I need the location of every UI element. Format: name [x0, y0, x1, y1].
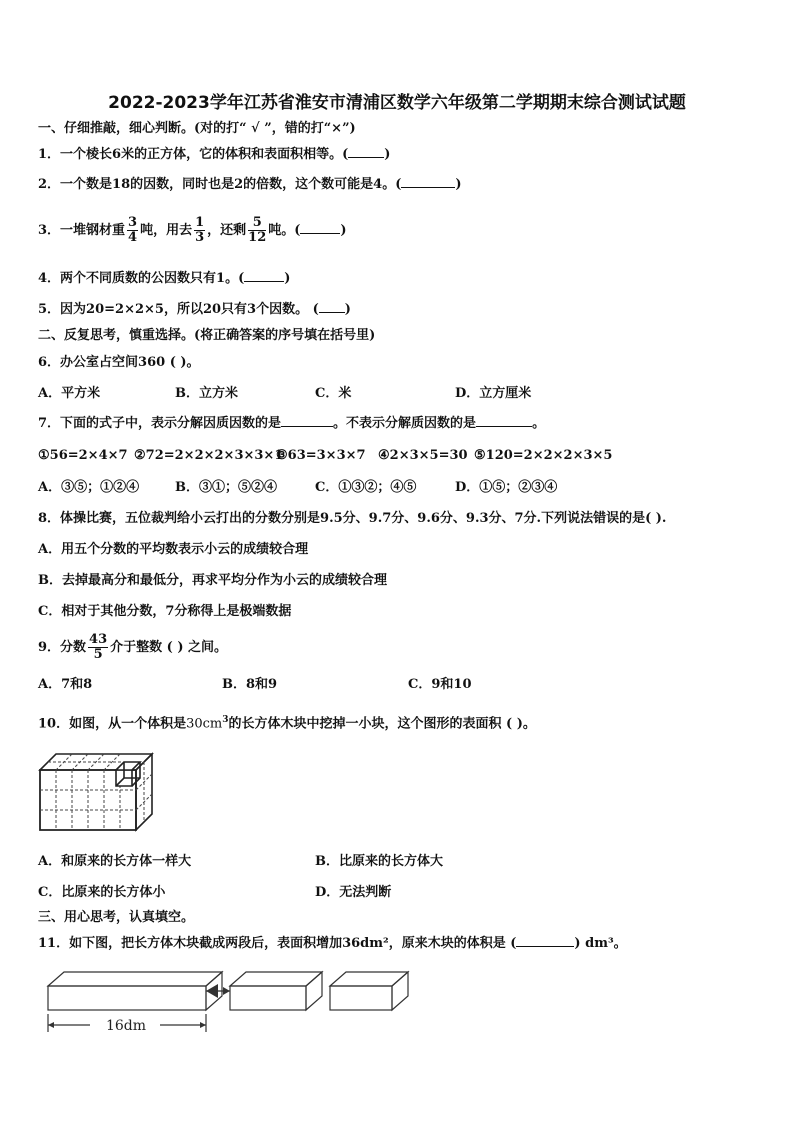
question-11-text-c: ) dm³。 — [574, 936, 627, 951]
volume-value: 30cm — [186, 716, 223, 732]
question-8: 8．体操比赛，五位裁判给小云打出的分数分别是9.5分、9.7分、9.6分、9.3分、7分.下列说法错误的是( ). — [38, 511, 667, 526]
answer-blank[interactable] — [300, 233, 340, 234]
close-paren: ) — [340, 223, 347, 238]
question-10 — [38, 712, 536, 732]
question-8-option-b[interactable]: B．去掉最高分和最低分，再求平均分作为小云的成绩较合理 — [38, 573, 387, 588]
area-increase-value: 36dm² — [342, 936, 389, 951]
question-7-text-c: 。 — [532, 416, 546, 431]
question-3-text-a: 3．一堆钢材重 — [38, 223, 126, 238]
question-6-option-c[interactable]: C．米 — [315, 386, 352, 401]
question-10-option-d[interactable]: D．无法判断 — [315, 885, 392, 900]
question-7-text-a: 7．下面的式子中，表示分解因质因数的是 — [38, 416, 282, 431]
question-7-item: ①56=2×4×7 — [38, 448, 128, 463]
question-7-option-d[interactable]: D．①⑤；②③④ — [455, 480, 558, 495]
cuboid-cut-figure — [42, 966, 414, 1038]
question-7-item: ③63=3×3×7 — [276, 448, 366, 463]
question-4 — [38, 271, 290, 287]
question-1 — [38, 147, 390, 163]
question-10-text-a: 10．如图，从一个体积是 — [38, 716, 187, 732]
question-9-option-a[interactable]: A．7和8 — [38, 677, 93, 692]
question-9 — [38, 629, 227, 667]
page-title: 2022-2023学年江苏省淮安市清浦区数学六年级第二学期期末综合测试试题 — [108, 93, 686, 113]
question-7-text-b: 。不表示分解质因数的是 — [333, 416, 477, 431]
close-paren: ) — [384, 147, 391, 162]
answer-blank[interactable] — [516, 946, 574, 947]
question-8-option-a[interactable]: A．用五个分数的平均数表示小云的成绩较合理 — [38, 542, 309, 557]
question-10-text-b: 的长方体木块中挖掉一小块，这个图形的表面积 ( )。 — [228, 716, 536, 732]
question-9-option-c[interactable]: C．9和10 — [408, 677, 472, 692]
question-6-option-a[interactable]: A．平方米 — [38, 386, 101, 401]
answer-blank[interactable] — [401, 187, 455, 188]
question-5 — [38, 302, 351, 318]
question-9-text-b: 介于整数 ( ) 之间。 — [110, 640, 228, 655]
section-3-heading: 三、用心思考，认真填空。 — [38, 910, 195, 925]
fraction-5-12: $\frac{5}{12}$ — [248, 215, 267, 245]
answer-blank[interactable] — [281, 426, 333, 427]
fraction-3-4: $\frac{3}{4}$ — [128, 215, 138, 245]
question-6-option-d[interactable]: D．立方厘米 — [455, 386, 532, 401]
volume-exponent: 3 — [222, 715, 229, 725]
question-9-text-a: 9．分数 — [38, 640, 87, 655]
question-7 — [38, 416, 545, 432]
question-1-text: 1．一个棱长6米的正方体，它的体积和表面积相等。( — [38, 147, 349, 162]
question-11-text-b: ，原来木块的体积是 ( — [388, 936, 517, 951]
question-11 — [38, 936, 627, 952]
question-7-option-c[interactable]: C．①③②；④⑤ — [315, 480, 417, 495]
question-2-text: 2．一个数是18的因数，同时也是2的倍数，这个数可能是4。( — [38, 177, 402, 192]
question-10-option-a[interactable]: A．和原来的长方体一样大 — [38, 854, 192, 869]
question-3-text-c: ，还剩 — [207, 223, 247, 238]
question-4-text: 4．两个不同质数的公因数只有1。( — [38, 271, 245, 286]
answer-blank[interactable] — [476, 426, 532, 427]
question-6-option-b[interactable]: B．立方米 — [175, 386, 238, 401]
answer-blank[interactable] — [244, 281, 284, 282]
question-10-option-b[interactable]: B．比原来的长方体大 — [315, 854, 443, 869]
close-paren: ) — [455, 177, 462, 192]
question-7-item: ⑤120=2×2×2×3×5 — [474, 448, 613, 463]
section-1-heading: 一、仔细推敲，细心判断。(对的打“ √ ”，错的打“×”) — [38, 121, 356, 136]
question-6: 6．办公室占空间360 ( )。 — [38, 355, 200, 370]
length-label: 16dm — [105, 1018, 147, 1034]
fraction-43-5: $\frac{43}{5}$ — [89, 632, 108, 662]
close-paren: ) — [284, 271, 291, 286]
question-2 — [38, 177, 462, 193]
answer-blank[interactable] — [319, 312, 345, 313]
fraction-1-3: $\frac{1}{3}$ — [195, 215, 205, 245]
question-3-text-b: 吨，用去 — [140, 223, 193, 238]
question-10-option-c[interactable]: C．比原来的长方体小 — [38, 885, 166, 900]
question-9-option-b[interactable]: B．8和9 — [222, 677, 278, 692]
question-3-text-d: 吨。( — [268, 223, 301, 238]
question-7-option-a[interactable]: A．③⑤；①②④ — [38, 480, 140, 495]
question-3 — [38, 212, 347, 250]
section-2-heading: 二、反复思考，慎重选择。(将正确答案的序号填在括号里) — [38, 328, 376, 343]
answer-blank[interactable] — [348, 157, 384, 158]
question-8-option-c[interactable]: C．相对于其他分数，7分称得上是极端数据 — [38, 604, 292, 619]
question-7-option-b[interactable]: B．③①；⑤②④ — [175, 480, 277, 495]
carved-cuboid-figure — [36, 748, 156, 834]
question-11-text-a: 11．如下图，把长方体木块截成两段后，表面积增加 — [38, 936, 343, 951]
close-paren: ) — [344, 302, 351, 317]
question-5-text: 5．因为20=2×2×5，所以20只有3个因数。 ( — [38, 302, 319, 317]
question-7-item: ④2×3×5=30 — [378, 448, 468, 463]
question-7-item: ②72=2×2×2×3×3×1 — [134, 448, 284, 463]
